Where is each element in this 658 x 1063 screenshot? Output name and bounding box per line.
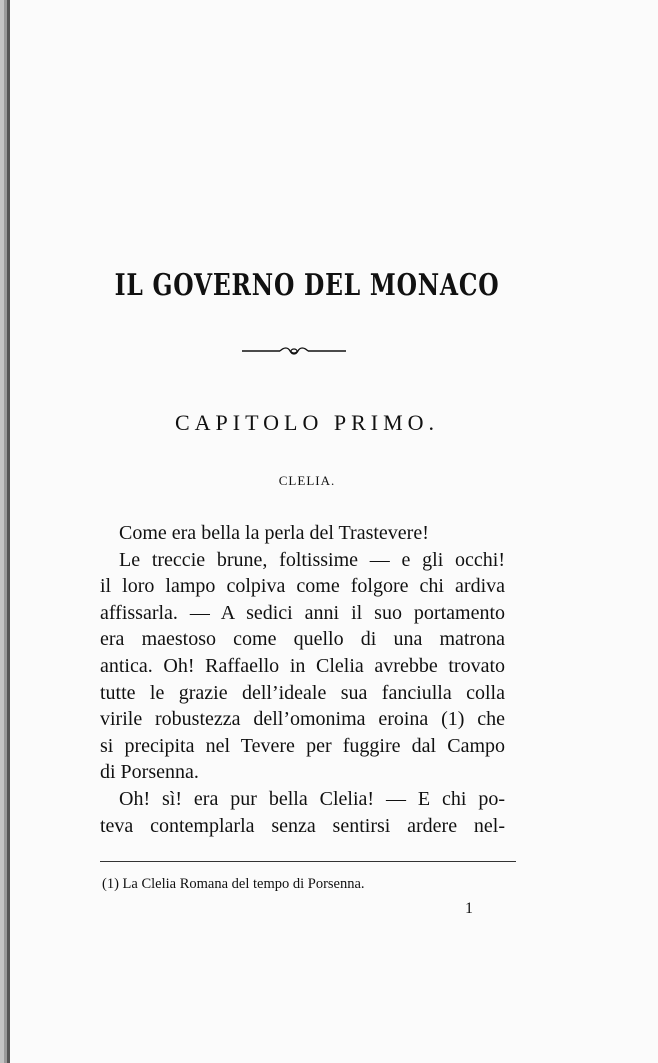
page-number: 1 (465, 900, 473, 917)
body-line: affissarla. — A sedici anni il suo portamento (100, 601, 505, 624)
body-line: Le treccie brune, foltissime — e gli occhi! (119, 548, 505, 571)
footnote: (1) La Clelia Romana del tempo di Porsenna. (102, 876, 365, 892)
chapter-subtitle: CLELIA. (278, 473, 336, 488)
book-page (10, 0, 658, 1063)
body-line: antica. Oh! Raffaello in Clelia avrebbe trovato (100, 654, 505, 677)
book-title: IL GOVERNO DEL MONACO (114, 268, 500, 303)
body-line: di Porsenna. (100, 761, 199, 784)
body-line: tutte le grazie dell’ideale sua fanciulla colla (100, 681, 505, 704)
body-text (100, 520, 505, 839)
footnote-rule (100, 861, 516, 862)
body-line: era maestoso come quello di una matrona (100, 628, 505, 651)
body-line: Oh! sì! era pur bella Clelia! — E chi po- (119, 787, 505, 810)
chapter-heading: CAPITOLO PRIMO. (174, 410, 440, 435)
ornament-divider (242, 344, 346, 358)
body-line: teva contemplarla senza sentirsi ardere nel- (100, 814, 505, 837)
body-line: Come era bella la perla del Trastevere! (119, 522, 429, 544)
body-line: il loro lampo colpiva come folgore chi ardiva (100, 575, 505, 598)
body-line: si precipita nel Tevere per fuggire dal Campo (100, 734, 505, 757)
body-line: virile robustezza dell’omonima eroina (1) che (100, 708, 505, 731)
